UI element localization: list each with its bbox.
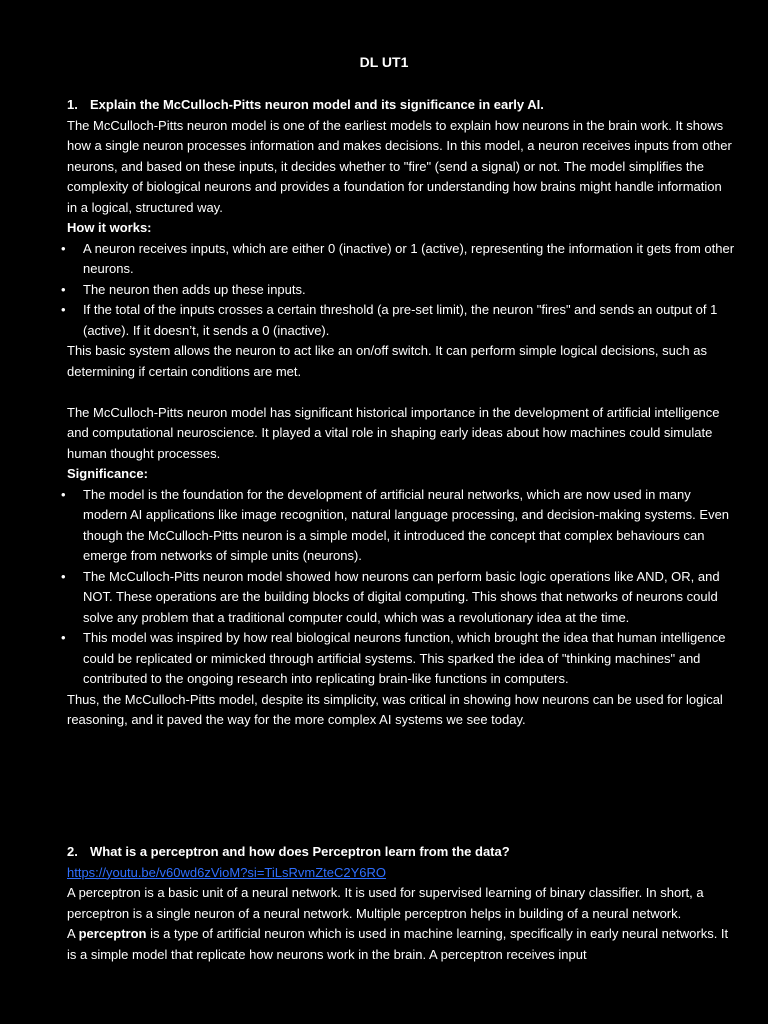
significance-list	[67, 485, 735, 690]
list-item: • The neuron then adds up these inputs.	[67, 280, 735, 301]
question-2-number: 2.	[67, 844, 78, 859]
how-it-works-label: How it works:	[67, 220, 152, 235]
how-it-works-summary: This basic system allows the neuron to act like an on/off switch. It can perform simple logical decisions, such as determining if certain conditions are met.	[67, 343, 707, 379]
question-2-heading	[67, 842, 735, 863]
question-1-heading-text: Explain the McCulloch-Pitts neuron model and its significance in early AI.	[90, 97, 544, 112]
question-1-intro: The McCulloch-Pitts neuron model is one of the earliest models to explain how neurons in the brain work. It shows how a single neuron processes information and makes decisions. In this model, a neuron receives inputs from other neurons, and based on these inputs, it decides whether to "fire" (send a signal) or not. The model simplifies the complexity of biological neurons and provides a foundation for understanding how brains might handle information in a logical, structured way.	[67, 117, 732, 215]
video-link[interactable]: https://youtu.be/v60wd6zVioM?si=TiLsRvmZteC2Y6RO	[67, 864, 387, 880]
question-2-intro: A perceptron is a basic unit of a neural network. It is used for supervised learning of binary classifier. In short, a perceptron is a single neuron of a neural network. Multiple perceptron helps in building of a neural network.	[67, 885, 704, 921]
list-item: • A neuron receives inputs, which are either 0 (inactive) or 1 (active), representing the information it gets from other neurons.	[67, 239, 735, 280]
question-1-conclusion: Thus, the McCulloch-Pitts model, despite its simplicity, was critical in showing how neurons can be used for logical reasoning, and it paved the way for the more complex AI systems we see today.	[67, 691, 723, 727]
how-it-works-list	[67, 239, 735, 342]
list-item: • The model is the foundation for the development of artificial neural networks, which are now used in many modern AI applications like image recognition, natural language processing, and decision-making systems. Even though the McCulloch-Pitts neuron is a simple model, it introduced the concept that complex behaviours can emerge from networks of simple units (neurons).	[67, 485, 735, 567]
perceptron-paragraph-prefix: A	[67, 926, 79, 941]
history-paragraph: The McCulloch-Pitts neuron model has significant historical importance in the development of artificial intelligence and computational neuroscience. It played a vital role in shaping early ideas about how machines could simulate human thought processes.	[67, 404, 720, 461]
list-item: • This model was inspired by how real biological neurons function, which brought the idea that human intelligence could be replicated or mimicked through artificial systems. This sparked the idea of "thinking machines" and contributed to the ongoing research into replicating brain-like functions in computers.	[67, 628, 735, 690]
question-1-number: 1.	[67, 97, 78, 112]
question-1-heading	[67, 95, 735, 116]
list-item: • If the total of the inputs crosses a certain threshold (a pre-set limit), the neuron "fires" and sends an output of 1 (active). If it doesn’t, it sends a 0 (inactive).	[67, 300, 735, 341]
question-2-section	[67, 842, 735, 965]
perceptron-paragraph-text: is a type of artificial neuron which is used in machine learning, specifically in early neural networks. It is a simple model that replicate how neurons work in the brain. A perceptron receives input	[67, 926, 729, 962]
paragraph-gap	[67, 382, 735, 403]
significance-label: Significance:	[67, 466, 148, 481]
question-2-heading-text: What is a perceptron and how does Perceptron learn from the data?	[90, 844, 510, 859]
document-title: DL UT1	[359, 54, 409, 70]
perceptron-paragraph	[67, 924, 735, 965]
question-1-section	[67, 95, 735, 731]
list-item: • The McCulloch-Pitts neuron model showed how neurons can perform basic logic operations like AND, OR, and NOT. These operations are the building blocks of digital computing. This shows that networks of neurons could solve any problem that a traditional computer could, which was a revolutionary idea at the time.	[67, 567, 735, 629]
perceptron-term: perceptron	[78, 926, 147, 941]
